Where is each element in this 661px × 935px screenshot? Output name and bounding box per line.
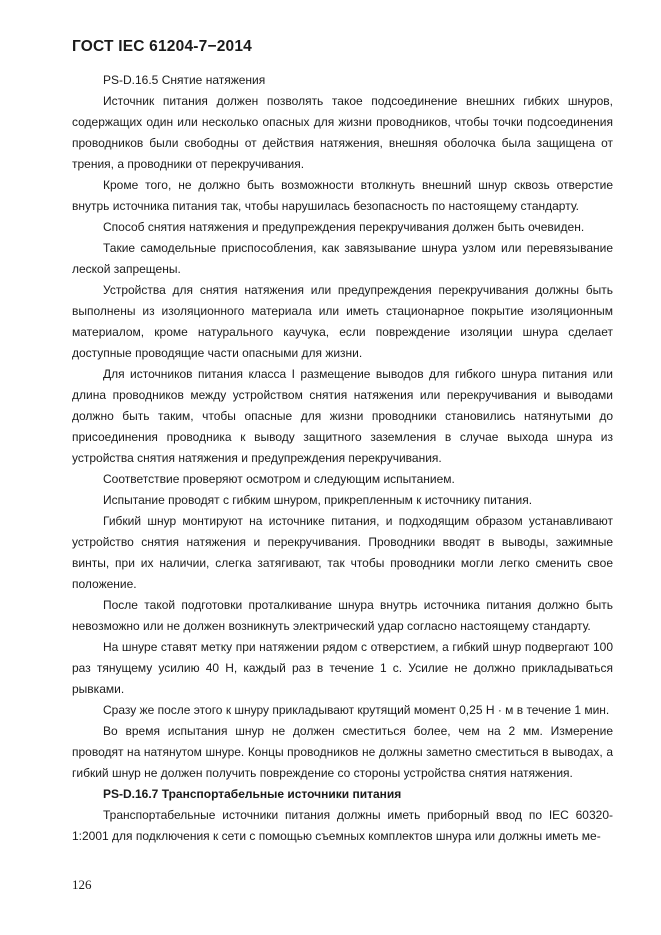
section-heading-transportable: PS-D.16.7 Транспортабельные источники питания [103,787,402,801]
paragraph: Сразу же после этого к шнуру прикладывают крутящий момент 0,25 Н · м в течение 1 мин. [103,703,610,717]
paragraph: Гибкий шнур монтируют на источнике питания, и подходящим образом устанавливают устройство снятия натяжения и перекручивания. Проводники вводят в выводы, зажимные винты, при их наличии, слегка затягивают, так чтобы проводники могли легко сменить свое положение. [72,514,613,591]
paragraph: Кроме того, не должно быть возможности втолкнуть внешний шнур сквозь отверстие внутрь источника питания так, чтобы нарушилась безопасность по настоящему стандарту. [72,178,613,213]
paragraph: После такой подготовки проталкивание шнура внутрь источника питания должно быть невозможно или не должен возникнуть электрический удар согласно настоящему стандарту. [72,598,613,633]
paragraph: Устройства для снятия натяжения или предупреждения перекручивания должны быть выполнены из изоляционного материала или иметь стационарное покрытие изоляционным материалом, кроме натурального каучука, если повреждение изоляции шнура сделает доступные проводящие части опасными для жизни. [72,283,613,360]
paragraph: Транспортабельные источники питания должны иметь приборный ввод по IEC 60320-1:2001 для подключения к сети с помощью съемных комплектов шнура или должны иметь ме- [72,808,613,843]
paragraph: Источник питания должен позволять такое подсоединение внешних гибких шнуров, содержащих один или несколько опасных для жизни проводников, чтобы точки подсоединения проводников были свободны от действия натяжения, внешняя оболочка была защищена от трения, а проводники от перекручивания. [72,94,613,171]
paragraph: Такие самодельные приспособления, как завязывание шнура узлом или перевязывание леской запрещены. [72,241,613,276]
paragraph: Соответствие проверяют осмотром и следующим испытанием. [103,472,455,486]
paragraph: Во время испытания шнур не должен сместиться более, чем на 2 мм. Измерение проводят на натянутом шнуре. Концы проводников не должны заметно сместиться в выводах, а гибкий шнур не должен получить повреждение со стороны устройства снятия натяжения. [72,724,613,780]
document-header: ГОСТ IEC 61204-7−2014 [72,38,252,55]
page-number: 126 [72,877,92,892]
section-heading-strain-relief: PS-D.16.5 Снятие натяжения [103,73,266,87]
paragraph: Испытание проводят с гибким шнуром, прикрепленным к источнику питания. [103,493,533,507]
document-body [72,70,613,847]
paragraph: На шнуре ставят метку при натяжении рядом с отверстием, а гибкий шнур подвергают 100 раз тянущему усилию 40 Н, каждый раз в течение 1 с. Усилие не должно прикладываться рывками. [72,640,613,696]
paragraph: Способ снятия натяжения и предупреждения перекручивания должен быть очевиден. [103,220,585,234]
paragraph: Для источников питания класса I размещение выводов для гибкого шнура питания или длина проводников между устройством снятия натяжения или перекручивания и выводами должно быть таким, чтобы опасные для жизни проводники становились натянутыми до присоединения проводника к выводу защитного заземления в случае выхода шнура из устройства снятия натяжения и предупреждения перекручивания. [72,367,613,465]
